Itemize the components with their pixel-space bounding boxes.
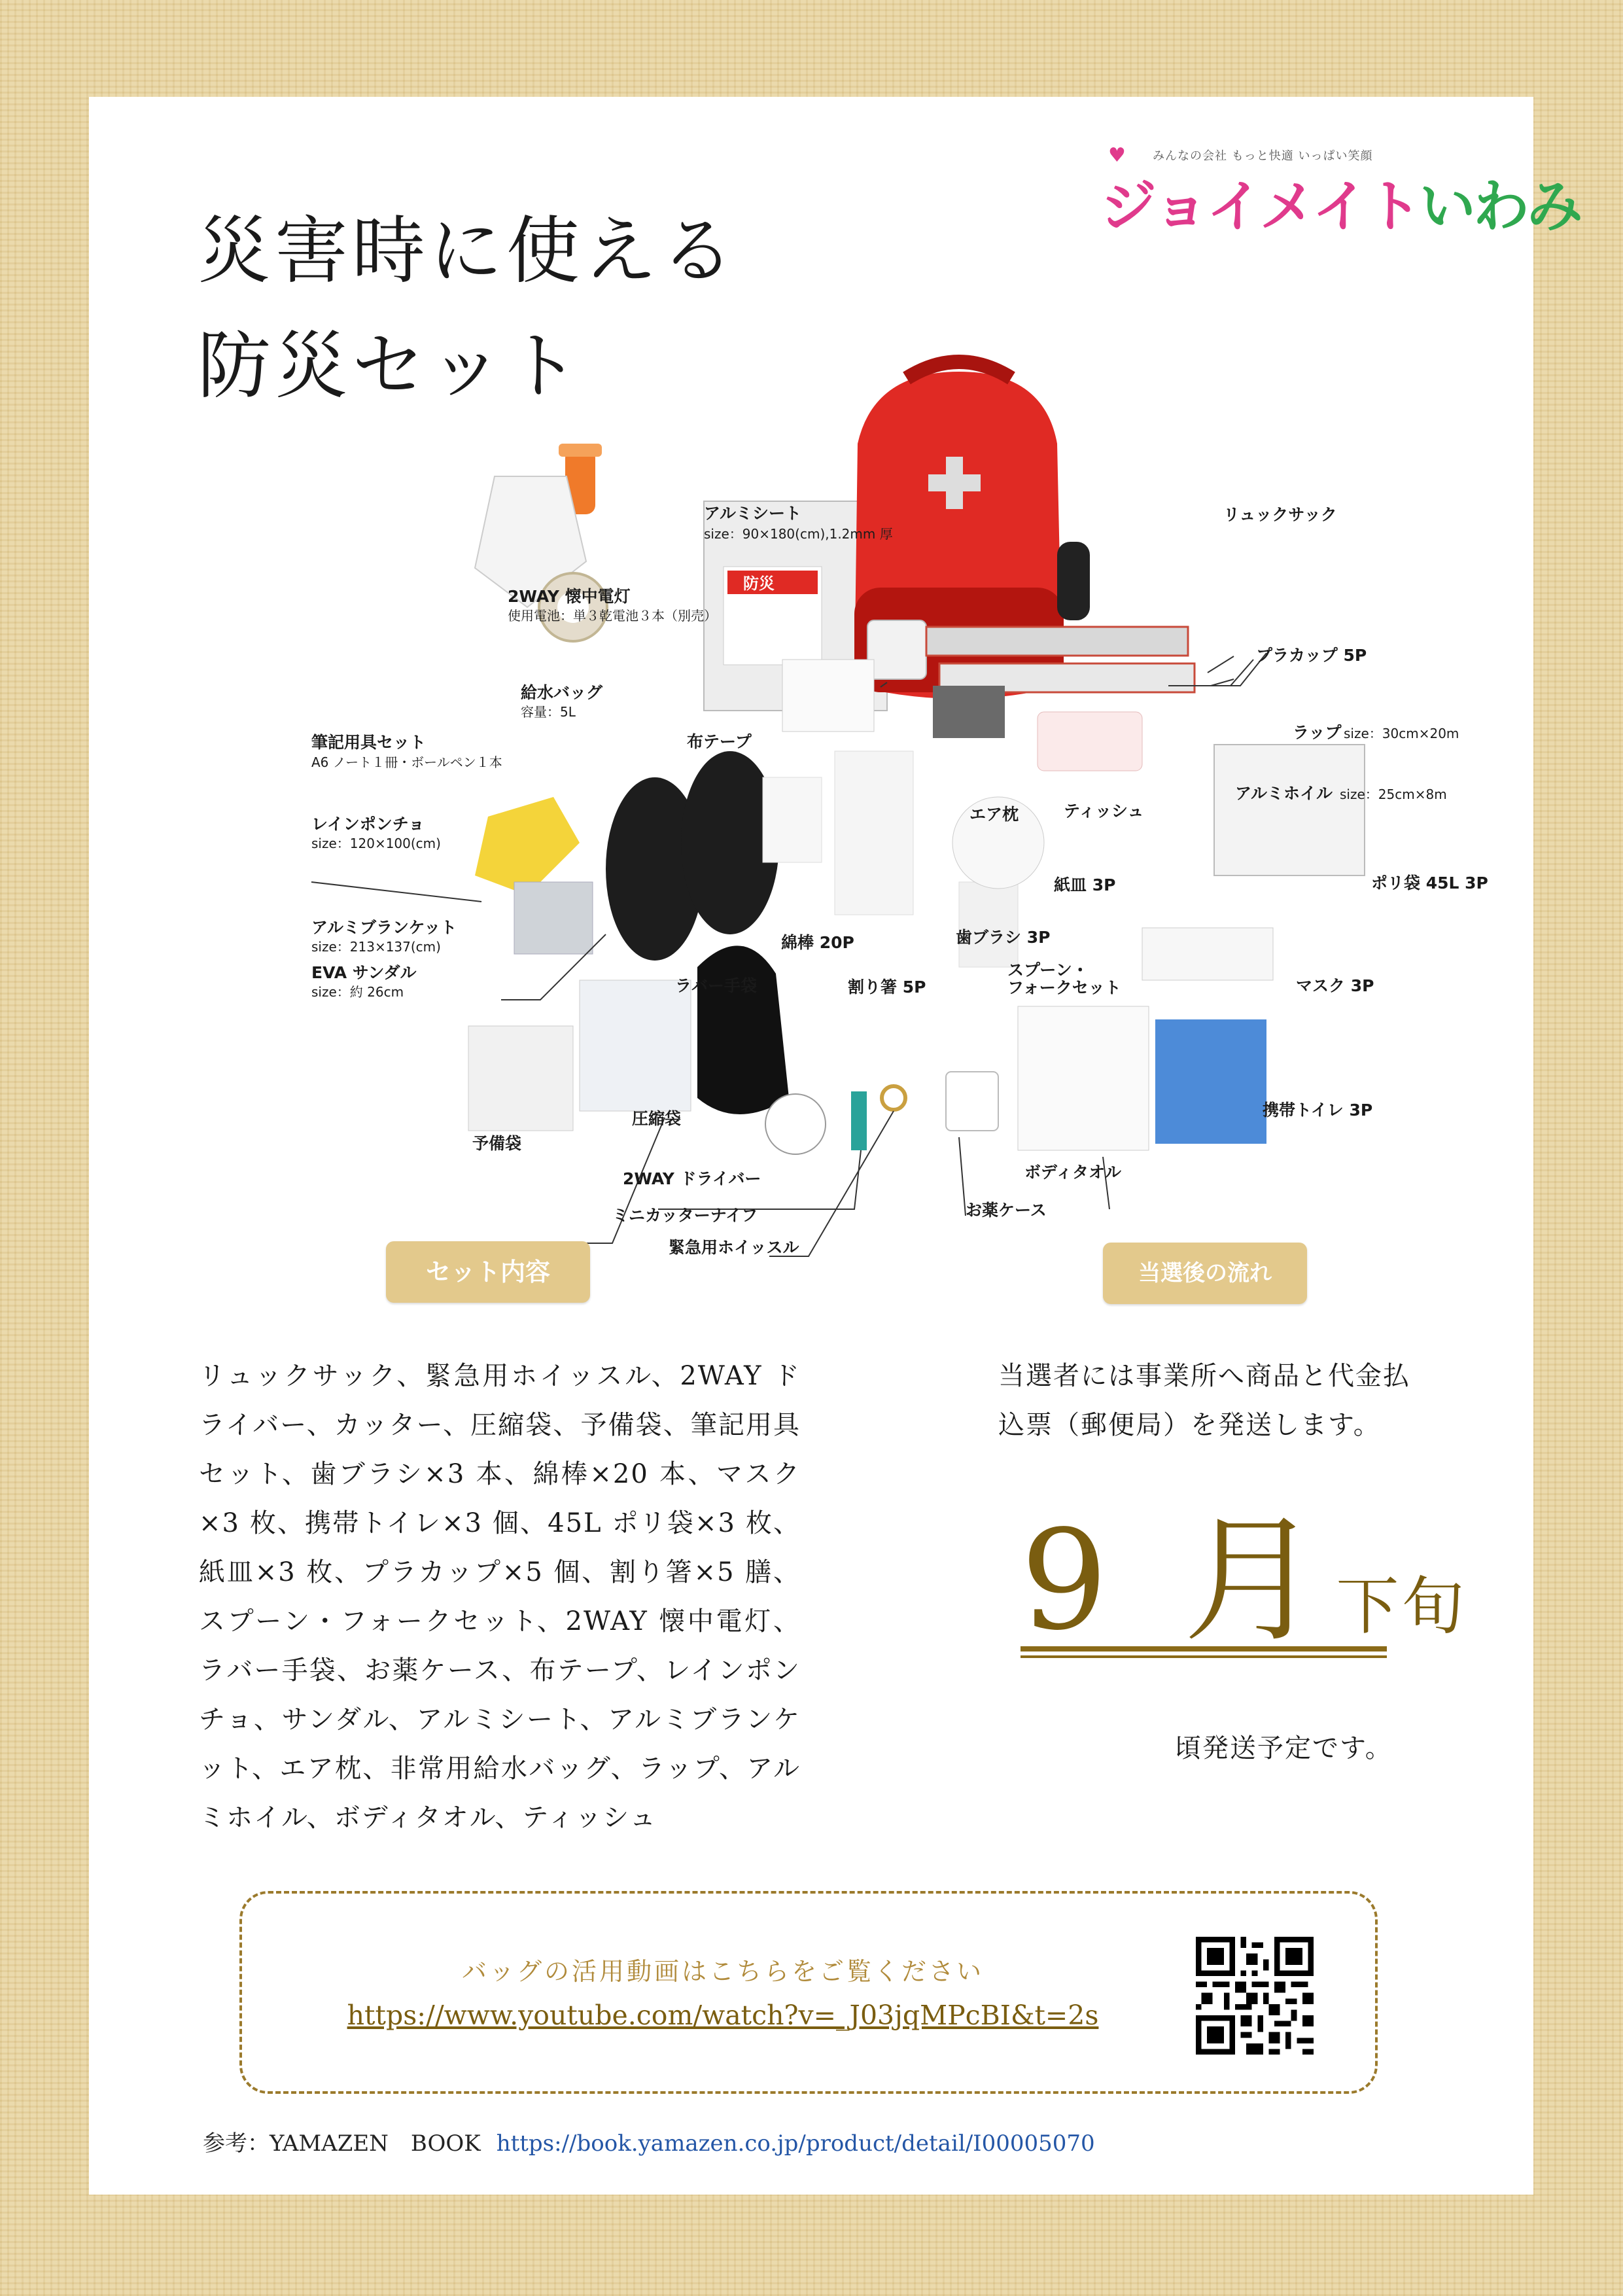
label-driver: 2WAY ドライバー — [623, 1169, 761, 1188]
label-cutter-knife: ミニカッターナイフ — [612, 1206, 758, 1225]
logo-tagline: みんなの会社 もっと快適 いっぱい笑顔 — [1153, 149, 1373, 163]
label-alumi-blanket: アルミブランケット — [311, 918, 457, 937]
reference-label: 参考：YAMAZEN BOOK — [203, 2130, 481, 2157]
label-paper-plate: 紙皿 3P — [1054, 875, 1116, 894]
label-compress-bag: 圧縮袋 — [632, 1109, 682, 1128]
ship-month: 9 月 — [1021, 1500, 1336, 1661]
label-rain-poncho-size: size：120×100(cm) — [311, 836, 441, 851]
company-logo — [1100, 144, 1580, 239]
label-alumi-sheet-size: size：90×180(cm),1.2mm 厚 — [704, 526, 893, 542]
cloth-tape-image — [539, 573, 607, 641]
alumi-blanket-image — [514, 882, 593, 954]
logo-name — [1100, 161, 1580, 242]
writing-set-image — [782, 660, 874, 732]
label-wrap: ラップ — [1293, 723, 1342, 742]
label-alumi-foil-size: size：25cm×8m — [1340, 786, 1447, 802]
label-water-bag-capacity: 容量：5L — [521, 704, 576, 720]
label-body-towel: ボディタオル — [1024, 1163, 1122, 1182]
reference-link[interactable]: https://book.yamazen.co.jp/product/detail/I00005070 — [496, 2130, 1095, 2157]
flow-text: 当選者には事業所へ商品と代金払込票（郵便局）を発送します。 — [998, 1361, 1410, 1440]
label-cloth-tape: 布テープ — [687, 732, 752, 751]
label-writing-set: 筆記用具セット — [311, 733, 427, 752]
air-pillow-image — [933, 686, 1005, 738]
label-alumi-sheet: アルミシート — [704, 504, 802, 523]
mask-image — [1142, 928, 1273, 980]
label-spoon-fork-2: フォークセット — [1007, 978, 1121, 997]
ship-date — [1021, 1500, 1467, 1661]
label-toothbrush: 歯ブラシ 3P — [956, 928, 1051, 947]
label-poly-bag: ポリ袋 45L 3P — [1371, 874, 1488, 892]
label-flashlight: 2WAY 懐中電灯 — [508, 587, 631, 606]
label-flashlight-battery: 使用電池：単３乾電池３本（別売） — [508, 608, 717, 624]
label-alumi-blanket-size: size：213×137(cm) — [311, 939, 441, 955]
ship-suffix: 下旬 — [1336, 1570, 1467, 1643]
qr-code-icon[interactable] — [1196, 1937, 1314, 2055]
label-rucksack: リュックサック — [1223, 505, 1337, 524]
label-wrap-size: size：30cm×20m — [1344, 726, 1459, 741]
label-air-pillow: エア枕 — [969, 805, 1019, 824]
spare-bag-image — [468, 1026, 573, 1131]
label-spoon-fork-1: スプーン・ — [1007, 961, 1089, 980]
set-contents-text: リュックサック、緊急用ホイッスル、2WAY ドライバー、カッター、圧縮袋、予備袋、筆記用具セット、歯ブラシ×3 本、綿棒×20 本、マスク×3 枚、携帯トイレ×3 個、45L ポリ袋×3 枚、紙皿×3 枚、プラカップ×5 個、割り箸×5 膳、スプーン・フォークセット、2WAY 懐中電灯、ラバー手袋、お薬ケース、布テープ、レインポンチョ、サンダル、アルミシート、アルミブランケット、エア枕、非常用給水バッグ、ラップ、アルミホイル、ボディタオル、ティッシュ — [199, 1361, 801, 1833]
ship-date-underline — [1021, 1646, 1387, 1658]
plastic-cup-image — [867, 620, 926, 679]
product-illustration — [200, 345, 1488, 1275]
label-writing-set-detail: A6 ノート１冊・ボールペン１本 — [311, 754, 502, 770]
label-rain-poncho: レインポンチョ — [311, 815, 425, 834]
label-sandal: EVA サンダル — [311, 963, 417, 982]
flow-badge: 当選後の流れ — [1103, 1243, 1307, 1304]
label-water-bag: 給水バッグ — [521, 683, 603, 702]
toothbrush-image — [959, 882, 1018, 967]
driver-image — [765, 1094, 826, 1154]
label-alumi-foil: アルミホイル — [1235, 784, 1333, 803]
set-contents-badge: セット内容 — [386, 1241, 590, 1303]
video-label: バッグの活用動画はこちらをご覧ください — [461, 1957, 984, 1986]
cotton-swab-image — [763, 777, 822, 862]
logo-name-part1: ジョイメイト — [1100, 174, 1420, 239]
reference — [203, 2125, 1095, 2157]
cutter-knife-image — [851, 1091, 867, 1150]
title-line2: 防災セット — [198, 324, 584, 409]
alumi-sheet-package-mark: 防災 — [743, 574, 775, 593]
label-rubber-gloves: ラバー手袋 — [675, 976, 758, 995]
product-svg — [200, 345, 1488, 1275]
label-spare-bag: 予備袋 — [472, 1134, 522, 1153]
label-mask: マスク 3P — [1296, 976, 1374, 995]
label-tissue: ティッシュ — [1064, 802, 1144, 821]
medicine-case-image — [946, 1072, 998, 1131]
flyer-page — [89, 97, 1580, 2195]
label-portable-toilet: 携帯トイレ 3P — [1263, 1101, 1373, 1120]
title-line1: 災害時に使える — [198, 209, 738, 294]
compress-bag-image — [580, 980, 691, 1111]
wrap-image — [926, 627, 1188, 656]
poly-bag-image — [1214, 745, 1365, 875]
label-chopsticks: 割り箸 5P — [848, 978, 926, 997]
label-sandal-size: size：約 26cm — [311, 984, 404, 1000]
portable-toilet-image — [1155, 1019, 1266, 1144]
logo-name-part2: いわみ — [1419, 174, 1580, 239]
sandal-image — [606, 751, 779, 961]
label-cotton-swab: 綿棒 20P — [781, 933, 854, 952]
rubber-gloves-image — [697, 945, 789, 1114]
rain-poncho-image — [475, 797, 580, 895]
ship-note: 頃発送予定です。 — [1175, 1733, 1393, 1763]
video-link[interactable]: https://www.youtube.com/watch?v=_J03jqMPcBI&t=2s — [347, 2000, 1099, 2031]
label-plastic-cup: プラカップ 5P — [1256, 646, 1367, 665]
chopsticks-image — [835, 751, 913, 915]
tissue-image — [1038, 712, 1142, 771]
video-box — [239, 1891, 1378, 2094]
label-whistle: 緊急用ホイッスル — [669, 1238, 799, 1257]
label-medicine-case: お薬ケース — [966, 1201, 1047, 1220]
heart-icon: ♥ — [1108, 144, 1126, 167]
whistle-image — [882, 1086, 905, 1110]
body-towel-image — [1018, 1006, 1149, 1150]
